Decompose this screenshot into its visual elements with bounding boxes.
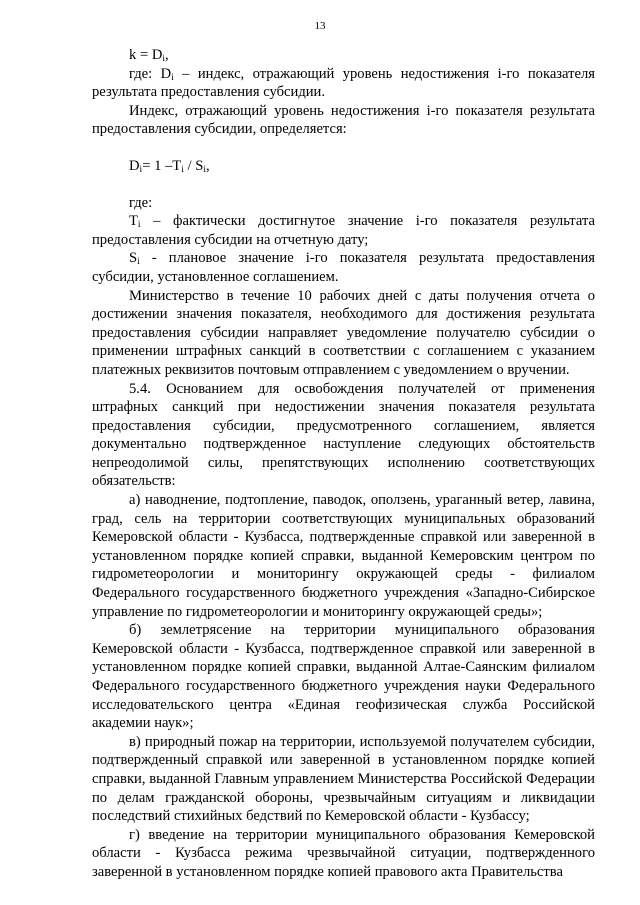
s-subscript: i: [137, 257, 140, 268]
where-label: где:: [129, 194, 153, 211]
formula-d-part4: ,: [205, 157, 210, 174]
formula-d-sub2: i: [181, 164, 184, 175]
where-d-lead: где: D: [129, 65, 172, 82]
t-lead: T: [129, 213, 138, 230]
document-body: [92, 46, 595, 882]
s-lead: S: [129, 250, 138, 267]
formula-d: [92, 157, 595, 176]
paragraph-ministry-notice: Министерство в течение 10 рабочих дней с даты получения отчета о достижении значения показателя, необходимого для достижения результата предоставления субсидии направляет уведомление получателю субсидии о применении штрафных санкций в соответствии с соглашением с указанием платежных реквизитов почтовым отправлением с уведомлением о вручении.: [92, 287, 595, 378]
formula-k-tail: ,: [165, 47, 169, 63]
paragraph-s-definition: [92, 249, 595, 286]
formula-k: [92, 46, 595, 65]
page-number: 13: [314, 20, 326, 32]
formula-k-subscript: i: [162, 54, 166, 64]
paragraph-t-definition: [92, 212, 595, 249]
formula-d-sub3: i: [203, 164, 206, 175]
paragraph-index-defined: Индекс, отражающий уровень недостижения i-го показателя результата предоставления субсидии, определяется:: [92, 102, 595, 138]
paragraph-where-d: [92, 65, 595, 102]
paragraph-5-4: 5.4. Основанием для освобождения получателей от применения штрафных санкций при недостижении значения показателя результата предоставления субсидии, предусмотренного соглашением, является документально подтвержденное наступление следующих обстоятельств непреодолимой силы, препятствующих исполнению соответствующих обязательств:: [92, 380, 595, 490]
where-d-subscript: i: [171, 72, 174, 83]
t-text: – фактически достигнутое значение i-го показателя результата предоставления субсидии на отчетную дату;: [92, 213, 595, 248]
list-item-g: г) введение на территории муниципального образования Кемеровской области - Кузбасса режима чрезвычайной ситуации, подтвержденного заверенной в установленном порядке копией правового акта Правительства: [92, 826, 595, 880]
s-text: - плановое значение i-го показателя результата предоставления субсидии, установленное соглашением.: [92, 250, 595, 285]
formula-k-text: k = D: [129, 47, 163, 63]
formula-d-part1: D: [129, 157, 140, 174]
list-item-b: б) землетрясение на территории муниципального образования Кемеровской области - Кузбасса, подтвержденное справкой или заверенной в установленном порядке копией справки, выданной Алтае-Саянским филиалом Федерального государственного бюджетного учреждения науки Федерального исследовательского центра «Единая геофизическая служба Российской академии наук»;: [92, 622, 595, 732]
t-subscript: i: [137, 220, 141, 231]
where-d-text: – индекс, отражающий уровень недостижения i-го показателя результата предоставления субсидии.: [92, 65, 596, 101]
formula-d-part3: / S: [183, 157, 204, 174]
list-item-a: а) наводнение, подтопление, паводок, оползень, ураганный ветер, лавина, град, сель на территории соответствующих муниципальных образований Кемеровской области - Кузбасса, подтвержденные справкой или заверенной в установленном порядке копией справки, выданной Кемеровским центром по гидрометеорологии и мониторингу окружающей среды - филиалом Федерального государственного бюджетного учреждения «Западно-Сибирское управление по гидрометеорологии и мониторингу окружающей среды»;: [92, 492, 595, 620]
spacer: [92, 176, 595, 194]
spacer: [92, 139, 595, 157]
formula-d-part2: = 1 –T: [142, 157, 182, 174]
list-item-v: в) природный пожар на территории, используемой получателем субсидии, подтвержденный справкой или заверенной в установленном порядке копией справки, выданной Главным управлением Министерства Российской Федерации по делам гражданской обороны, чрезвычайным ситуациям и ликвидации последствий стихийных бедствий по Кемеровской области - Кузбассу;: [92, 733, 595, 825]
formula-d-sub1: i: [139, 164, 143, 175]
